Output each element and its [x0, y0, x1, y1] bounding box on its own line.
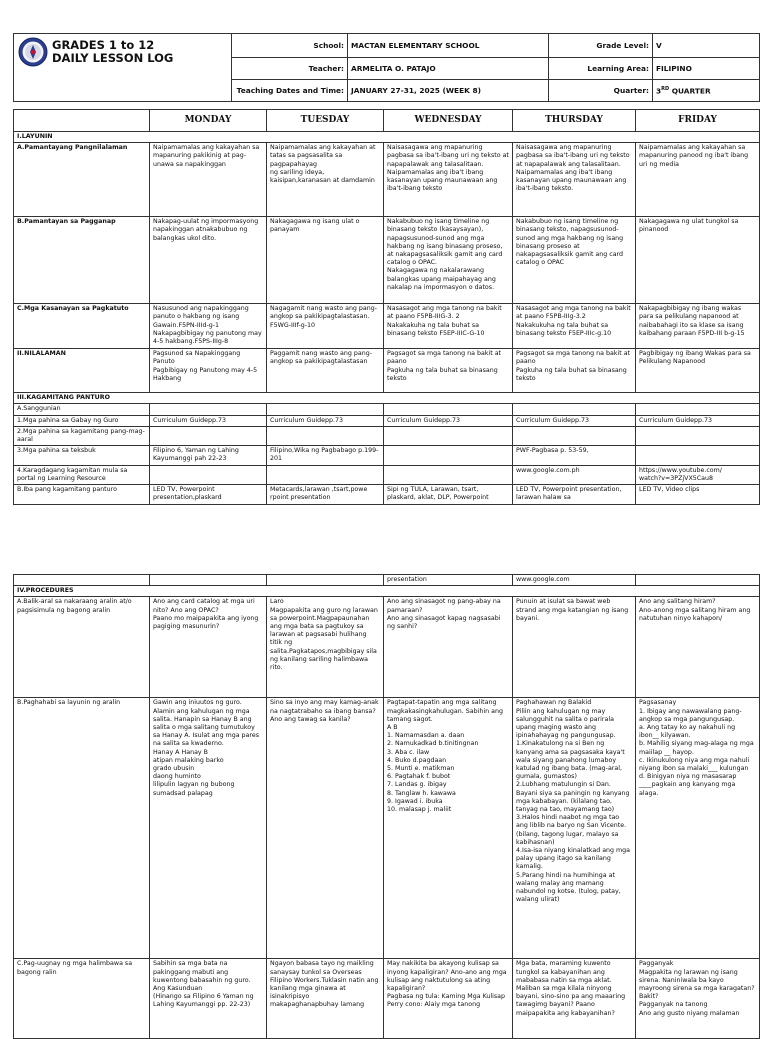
- continued-cell: [636, 575, 760, 586]
- row-label: 4.Karagdagang kagamitan mula sa portal ng Learning Resource: [14, 465, 150, 484]
- cell-thursday: Mga bata, maraming kuwento tungkol sa kabayanihan ang mababasa natin sa mga aklat. Maliban sa mga kilala ninyong bayani, sino-sino pa ang maaaring tawagimg bayani? Paano maipapakita ang kabayanihan?: [513, 959, 636, 1039]
- cell-friday: LED TV, Video clips: [636, 485, 760, 505]
- row-label: B.Paghahabi sa layunin ng aralin: [14, 698, 150, 959]
- cell-wednesday: May nakikita ba akayong kulisap sa inyong kapaligiran? Ano-ano ang mga kulisap ang naktutulong sa ating kapaligiran? Pagbasa ng tula: Kaming Mga Kulisap Perry cono: Alaiy mga tanong: [384, 959, 513, 1039]
- deped-seal-icon: [18, 37, 48, 67]
- cell-friday: [636, 426, 760, 445]
- area-value: FILIPINO: [653, 58, 760, 80]
- table-row: [14, 217, 760, 304]
- cell-thursday: Punuin at isulat sa bawat web strand ang mga katangian ng isang bayani.: [513, 597, 636, 698]
- continued-cell: [267, 575, 384, 586]
- school-label: School:: [232, 34, 348, 58]
- cell-friday: Naipamamalas ang kakayahan sa mapanuring panood ng iba't ibang uri ng media: [636, 143, 760, 217]
- cell-thursday: Nakabubuo ng isang timeline ng binasang teksto, napagsusunod-sunod ang mga hakbang ng isang binasang proseso at nakapagsasaliksik gamit ang card catalog o OPAC: [513, 217, 636, 304]
- cell-tuesday: Paggamit nang wasto ang pang-angkop sa pakikipagtalastasan: [267, 349, 384, 393]
- empty-cell: [513, 404, 636, 415]
- cell-monday: [150, 465, 267, 484]
- cell-thursday: Curriculum Guidepp.73: [513, 415, 636, 426]
- cell-tuesday: Ngayon babasa tayo ng maikling sanaysay tunkol sa Overseas Filipino Workers.Tuklasin natin ang kanilang mga ginawa at isinakripisyo makapaghanapbuhay lamang: [267, 959, 384, 1039]
- cell-tuesday: Sino sa inyo ang may kamag-anak na nagtatrabaho sa ibang bansa?Ano ang tawag sa kanila?: [267, 698, 384, 959]
- table-row: [14, 304, 760, 349]
- table-row: [14, 959, 760, 1039]
- cell-monday: Nakapag-uulat ng impormasyong napakinggan atnakabubuo ng balangkas ukol dito.: [150, 217, 267, 304]
- dates-label: Teaching Dates and Time:: [232, 80, 348, 102]
- cell-monday: Pagsunod sa Napakinggang Panuto Pagbibigay ng Panutong may 4-5 Hakbang: [150, 349, 267, 393]
- row-label: 2.Mga pahina sa kagamitang pang-mag-aaral: [14, 426, 150, 445]
- empty-cell: [636, 404, 760, 415]
- row-label: 1.Mga pahina sa Gabay ng Guro: [14, 415, 150, 426]
- day-header-thursday: THURSDAY: [513, 110, 636, 132]
- cell-tuesday: Curriculum Guidepp.73: [267, 415, 384, 426]
- table-row: [14, 698, 760, 959]
- row-label: B.Iba pang kagamitang panturo: [14, 485, 150, 505]
- cell-tuesday: [267, 426, 384, 445]
- cell-friday: https://www.youtube.com/ watch?v=3PZjVX5Cau8: [636, 465, 760, 484]
- table-row: [14, 349, 760, 393]
- cell-monday: Sabihin sa mga bata na pakinggang mabuti ang kuwentong babasahin ng guro. Ang Kasunduan (Hinango sa Filipino 6 Yaman ng Lahing Kayumanggi pp. 22-23): [150, 959, 267, 1039]
- row-label: A.Pamantayang Pangnilalaman: [14, 143, 150, 217]
- cell-friday: Nakagagawa ng ulat tungkol sa pinanood: [636, 217, 760, 304]
- cell-thursday: Pagsagot sa mga tanong na bakit at paano Pagkuha ng tala buhat sa binasang teksto: [513, 349, 636, 393]
- cell-monday: Curriculum Guidepp.73: [150, 415, 267, 426]
- cell-thursday: Paghahawan ng Balakid Piliin ang kahulugan ng may salungguhit na salita o parirala upang maging wasto ang ipinahahayag ng pangungusap. 1.Kinakatulong na si Ben ng kanyang ama sa pagsasaka kaya't wala siyang panahong lumaboy katulad ng ibang bata. (mag-aral, gumala, gumastos) 2.Lubhang matulungin si Dan. Bayani siya sa paningin ng kanyang mga kababayan. (kilalang tao, tanyag na tao, mayamang tao) 3.Halos hindi naabot ng mga tao ang liblib na baryo ng San Vicente. (bilang, tagong lugar, malayo sa kabihasnan) 4.Isa-isa niyang kinalatkad ang mga palay upang itago sa kanilang kamalig. 5.Parang hindi na humihinga at walang malay ang mamang nabundol ng kotse. (tulog, patay, walang ulirat): [513, 698, 636, 959]
- day-header-friday: FRIDAY: [636, 110, 760, 132]
- section-kagamitan: III.KAGAMITANG PANTURO: [14, 393, 760, 404]
- doc-title-line1: GRADES 1 to 12: [52, 38, 155, 52]
- cell-tuesday: [267, 465, 384, 484]
- empty-cell: [150, 404, 267, 415]
- lesson-table-2: [13, 574, 760, 1039]
- header-table: [13, 33, 760, 102]
- continued-cell: [14, 575, 150, 586]
- cell-wednesday: Ano ang sinasagot ng pang-abay na pamaraan? Ano ang sinasagot kapag nagsasabi ng sanhi?: [384, 597, 513, 698]
- day-header-tuesday: TUESDAY: [267, 110, 384, 132]
- teacher-label: Teacher:: [232, 58, 348, 80]
- row-label: C.Mga Kasanayan sa Pagkatuto: [14, 304, 150, 349]
- day-header-monday: MONDAY: [150, 110, 267, 132]
- cell-wednesday: Naisasagawa ang mapanuring pagbasa sa iba't-ibang uri ng teksto at napapalawak ang talasalitaan. Naipamamalas ang iba't ibang kasanayan upang maunawaan ang iba't-ibang teksto: [384, 143, 513, 217]
- cell-tuesday: Nakagagawa ng isang ulat o panayam: [267, 217, 384, 304]
- empty-cell: [384, 404, 513, 415]
- continued-cell: presentation: [384, 575, 513, 586]
- lesson-table-1: [13, 109, 760, 505]
- cell-wednesday: Pagsagot sa mga tanong na bakit at paano Pagkuha ng tala buhat sa binasang teksto: [384, 349, 513, 393]
- continued-cell: www.google.com: [513, 575, 636, 586]
- table-row: [14, 415, 760, 426]
- cell-tuesday: Naipamamalas ang kakayahan at tatas sa pagsasalita sa pagpapahayag ng sariling ideya, kaisipan,karanasan at damdamin: [267, 143, 384, 217]
- cell-monday: Gawin ang iniuutos ng guro. Alamin ang kahulugan ng mga salita. Hanapin sa Hanay B ang salita o mga salitang tumutukoy sa Hanay A. Isulat ang mga pares na salita sa kwaderno. Hanay A Hanay B atipan malaking barko grado ubusin daong huminto lilipulin lagyan ng bubong sumadsad palapag: [150, 698, 267, 959]
- table-row: [14, 597, 760, 698]
- cell-tuesday: Filipino,Wika ng Pagbabago p.199-201: [267, 446, 384, 465]
- empty-cell: [267, 404, 384, 415]
- quarter-value: 3RD QUARTER: [653, 80, 760, 102]
- table-row: [14, 575, 760, 586]
- cell-friday: [636, 446, 760, 465]
- cell-monday: Nasusunod ang napakinggang panuto o hakbang ng isang Gawain.F5PN-IIId-g-1 Nakapagbibigay ng panutong may 4-5 hakbang.F5PS-IIIg-8: [150, 304, 267, 349]
- day-header-wednesday: WEDNESDAY: [384, 110, 513, 132]
- section-sanggunian: A.Sanggunian: [14, 404, 150, 415]
- section-layunin: I.LAYUNIN: [14, 132, 760, 143]
- row-label: C.Pag-uugnay ng mga halimbawa sa bagong ralin: [14, 959, 150, 1039]
- table-row: [14, 446, 760, 465]
- table-row: [14, 110, 760, 132]
- logo-title-cell: [14, 34, 232, 102]
- cell-wednesday: Pagtapat-tapatin ang mga salitang magkakasingkahulugan. Sabihin ang tamang sagot. A B 1. Namamasdan a. daan 2. Namukadkad b.tinitingnan 3. Aba c. ilaw 4. Buko d.pagdaan 5. Munti e. matikman 6. Pagtahak f. bubot 7. Landas g. ibigay 8. Tanglaw h. kawawa 9. Igawad i. ibuka 10. malasap j. maliit: [384, 698, 513, 959]
- cell-wednesday: [384, 446, 513, 465]
- row-label: B.Pamantayan sa Pagganap: [14, 217, 150, 304]
- cell-monday: LED TV, Powerpoint presentation,plaskard: [150, 485, 267, 505]
- cell-tuesday: Metacards,larawan ,tsart,powe rpoint presentation: [267, 485, 384, 505]
- cell-tuesday: Nagagamit nang wasto ang pang-angkop sa pakikipagtalastasan. F5WG-IIIf-g-10: [267, 304, 384, 349]
- cell-monday: Ano ang card catalog at mga uri nito? Ano ang OPAC? Paano mo maipapakita ang iyong pagiging masunurin?: [150, 597, 267, 698]
- table-row: [14, 143, 760, 217]
- grade-label: Grade Level:: [549, 34, 653, 58]
- cell-thursday: PWF-Pagbasa p. 53-59,: [513, 446, 636, 465]
- cell-thursday: LED TV, Powerpoint presentation, larawan halaw sa: [513, 485, 636, 505]
- table-row: [14, 404, 760, 415]
- table-row: [14, 485, 760, 505]
- cell-thursday: [513, 426, 636, 445]
- cell-wednesday: Nakabubuo ng isang timeline ng binasang teksto (kasaysayan), napagsusunod-sunod ang mga hakbang ng isang binasang proseso, at nakapagsasaliksik gamit ang card catalog o OPAC. Nakagagawa ng nakalarawang balangkas upang maipahayag ang nakalap na impormasyon o datos.: [384, 217, 513, 304]
- row-label: 3.Mga pahina sa teksbuk: [14, 446, 150, 465]
- row-label: A.Balik-aral sa nakaraang aralin at/o pagsisimula ng bagong aralin: [14, 597, 150, 698]
- cell-friday: Pagganyak Magpakita ng larawan ng isang sirena. Naniniwala ba kayo mayroong sirena sa mga karagatan? Bakit? Pagganyak na tanong Ano ang gusto niyang malaman: [636, 959, 760, 1039]
- dates-value: JANUARY 27-31, 2025 (WEEK 8): [348, 80, 549, 102]
- school-value: MACTAN ELEMENTARY SCHOOL: [348, 34, 549, 58]
- doc-title-line2: DAILY LESSON LOG: [52, 51, 174, 65]
- table-row: [14, 465, 760, 484]
- cell-thursday: www.google.com.ph: [513, 465, 636, 484]
- cell-friday: Nakapagbibigay ng ibang wakas para sa pelikulang napanood at naibabahagi ito sa klase sa isang kaibahang paraan F5PD-III b-g-15: [636, 304, 760, 349]
- cell-friday: Curriculum Guidepp.73: [636, 415, 760, 426]
- cell-thursday: Naisasagawa ang mapanuring pagbasa sa iba't-ibang uri ng teksto at napapalawak ang talasalitaan. Naipamamalas ang iba't ibang kasanayan upang maunawaan ang iba't-ibang teksto.: [513, 143, 636, 217]
- quarter-label: Quarter:: [549, 80, 653, 102]
- table-row: [14, 132, 760, 143]
- grade-value: V: [653, 34, 760, 58]
- cell-tuesday: Laro Magpapakita ang guro ng larawan sa powerpoint.Magpapaunahan ang mga bata sa pagtukoy sa larawan at pagsasabi hulihang titik ng salita.Pagkatapos,magbibigay sila ng kanilang sariling halimbawa rito.: [267, 597, 384, 698]
- teacher-value: ARMELITA O. PATAJO: [348, 58, 549, 80]
- cell-friday: Pagsasanay 1. Ibigay ang nawawalang pang-angkop sa mga pangungusap. a. Ang tatay ko ay nakahuli ng ibon__ kilyawan. b. Mahilig siyang mag-alaga ng mga maiilap __ hayop. c. Ikinukulong niya ang mga nahuli niyang ibon sa malaki___ kulungan d. Binigyan niya ng masasarap ____pagkain ang kanyang mga alaga.: [636, 698, 760, 959]
- cell-wednesday: Nasasagot ang mga tanong na bakit at paano F5PB-IIIG-3. 2 Nakakakuha ng tala buhat sa binasang teksto F5EP-IIIC-G-10: [384, 304, 513, 349]
- table-row: [14, 393, 760, 404]
- cell-wednesday: [384, 465, 513, 484]
- continued-cell: [150, 575, 267, 586]
- cell-monday: [150, 426, 267, 445]
- cell-friday: Pagbibigay ng ibang Wakas para sa Pelikulang Napanood: [636, 349, 760, 393]
- cell-monday: Filipino 6, Yaman ng Lahing Kayumanggi pah 22-23: [150, 446, 267, 465]
- cell-wednesday: Sipi ng TULA, Larawan, tsart, plaskard, aklat, DLP, Powerpoint: [384, 485, 513, 505]
- table-row: [14, 426, 760, 445]
- cell-friday: Ano ang salitang hiram? Ano-anong mga salitang hiram ang natutuhan ninyo kahapon/: [636, 597, 760, 698]
- area-label: Learning Area:: [549, 58, 653, 80]
- table-row: [14, 586, 760, 597]
- section-procedures: IV.PROCEDURES: [14, 586, 760, 597]
- cell-wednesday: [384, 426, 513, 445]
- cell-monday: Naipamamalas ang kakayahan sa mapanuring pakikinig at pag-unawa sa napakinggan: [150, 143, 267, 217]
- cell-wednesday: Curriculum Guidepp.73: [384, 415, 513, 426]
- row-label: II.NILALAMAN: [14, 349, 150, 393]
- corner-cell: [14, 110, 150, 132]
- cell-thursday: Nasasagot ang mga tanong na bakit at paano F5PB-IIIg-3.2 Nakakukuha ng tala buhat sa binasang teksto F5EP-IIIc-g.10: [513, 304, 636, 349]
